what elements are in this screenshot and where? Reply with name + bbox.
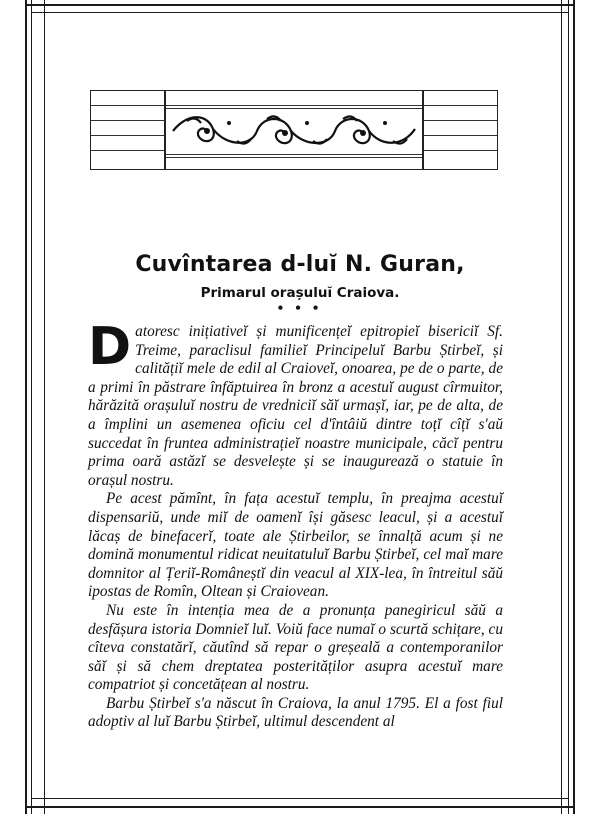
frame-line-right-content: [561, 0, 562, 814]
acanthus-scroll-ornament: [167, 111, 423, 151]
frame-line-bottom-inner: [31, 798, 569, 799]
speech-body: [88, 317, 503, 732]
frame-line-right-outer: [573, 0, 575, 814]
ornamental-headpiece: [90, 90, 498, 170]
ornament-left-panel: [90, 90, 165, 170]
frame-line-left-inner: [31, 0, 32, 814]
speech-title: Cuvîntarea d-luĭ N. Guran,: [135, 252, 465, 277]
frame-line-top-inner: [31, 12, 569, 13]
drop-cap-letter: D: [88, 317, 132, 377]
paragraph-2: Pe acest pămînt, în fața acestuĭ templu, în preajma acestuĭ dispensariŭ, unde miĭ de oamenĭ își găsesc leacul, și a acestuĭ lăcaș de binefacerĭ, toate ale Știrbeilor, se înnalță acum și ne domină monumentul ridicat neuitatuluĭ Barbu Știrbeĭ, cel maĭ mare domnitor al Țeriĭ-Româneștĭ din veacul al XIX-lea, în întreitul săŭ ipostas de Romîn, Oltean și Craiovean.: [88, 490, 503, 601]
ornament-right-panel: [423, 90, 498, 170]
paragraph-4: Barbu Știrbeĭ s'a născut în Craiova, la anul 1795. El a fost fiul adoptiv al luĭ Barbu Știrbeĭ, ultimul descendent al: [88, 694, 503, 731]
speaker-subtitle: Primarul orașuluĭ Craiova.: [200, 285, 400, 301]
frame-line-left-content: [44, 0, 45, 814]
paragraph-1: [88, 317, 503, 490]
frame-line-top: [25, 4, 575, 6]
ornament-center-panel: [165, 90, 423, 170]
frame-line-left-outer: [25, 0, 27, 814]
separator-dots: • • •: [277, 300, 323, 317]
paragraph-3: Nu este în intenția mea de a pronunța panegiricul săŭ a desfășura istoria Domnieĭ luĭ. Voiŭ face numaĭ o scurtă schițare, cu cîteva constatărĭ, căutînd să repar o greșeală a contemporanilor săĭ și să chem dreptatea posterităților asupra acestuĭ mare compatriot și concetățean al nostru.: [88, 601, 503, 694]
frame-line-right-inner: [568, 0, 569, 814]
paragraph-1-text: atoresc inițiativeĭ și munificențeĭ epitropieĭ bisericiĭ Sf. Treime, paraclisul familieĭ Principeluĭ Barbu Știrbeĭ, și calitățiĭ mele de edil al Craioveĭ, onoarea, pe de o parte, de a primi în păstrare înfăptuirea în bronz a acestuĭ august cîrmuitor, hărăzită orașuluĭ nostru de vredniciĭ săĭ urmașĭ, iar, pe de alta, de a împlini un asemenea oficiu cel d'întâiŭ dintre toțĭ cîțĭ s'aŭ succedat în fruntea administrațieĭ noastre municipale, căcĭ pentru prima oară astăzĭ se desvelește și se inaugurează o statuie în orașul nostru.: [88, 323, 503, 489]
frame-line-bottom: [25, 806, 575, 808]
